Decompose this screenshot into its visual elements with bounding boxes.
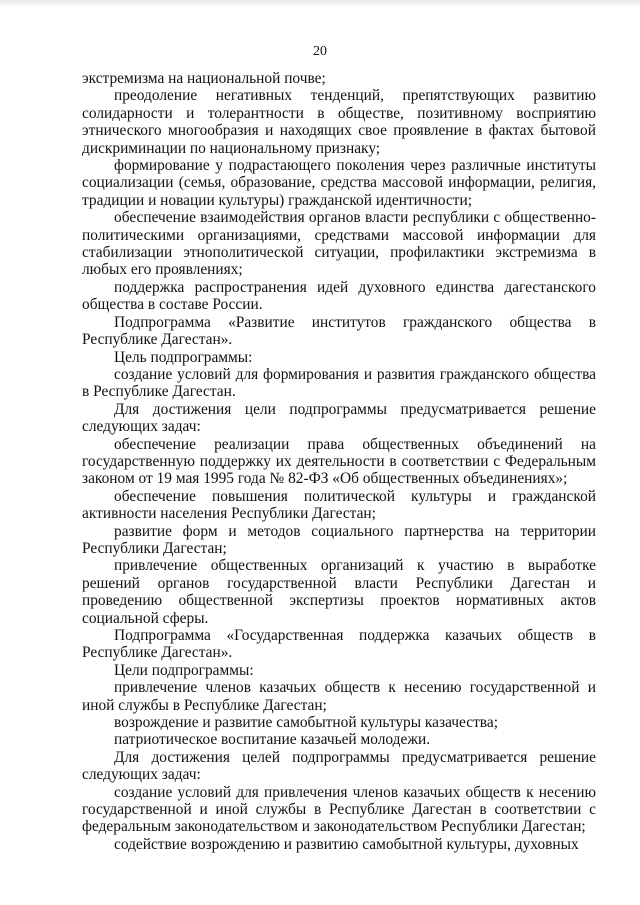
page-number: 20 (313, 44, 327, 59)
paragraph: привлечение общественных организаций к участию в выработке решений органов государственной власти Республики Дагестан и проведению общественной экспертизы проектов нормативных актов социальной сферы. (82, 557, 596, 627)
paragraph: Подпрограмма «Государственная поддержка казачьих обществ в Республике Дагестан». (82, 627, 596, 662)
paragraph: Для достижения целей подпрограммы предусматривается решение следующих задач: (82, 748, 596, 784)
paragraph: Цель подпрограммы: (114, 348, 253, 366)
document-body (82, 70, 596, 853)
paragraph: обеспечение взаимодействия органов власти республики с общественно-политическими организациями, средствами массовой информации для стабилизации этнополитической ситуации, профилактики экстремизма в любых его проявлениях; (82, 209, 596, 279)
paragraph: привлечение членов казачьих обществ к несению государственной и иной службы в Республике Дагестан; (82, 679, 596, 714)
paragraph: Цели подпрограммы: (114, 661, 254, 679)
paragraph: формирование у подрастающего поколения через различные институты социализации (семья, образование, средства массовой информации, религия, традиции и новации культуры) гражданской идентичности; (82, 157, 596, 209)
paragraph: Для достижения цели подпрограммы предусматривается решение следующих задач: (82, 400, 596, 436)
paragraph: развитие форм и методов социального партнерства на территории Республики Дагестан; (82, 522, 596, 557)
paragraph: обеспечение повышения политической культуры и гражданской активности населения Республики Дагестан; (82, 487, 596, 523)
scan-edge (0, 0, 640, 8)
paragraph: содействие возрождению и развитию самобытной культуры, духовных (114, 835, 579, 853)
paragraph: преодоление негативных тенденций, препятствующих развитию солидарности и толерантности в обществе, позитивному восприятию этнического многообразия и находящих свое проявление в фактах бытовой дискриминации по национальному признаку; (82, 87, 596, 157)
paragraph: возрождение и развитие самобытной культуры казачества; (114, 714, 498, 732)
paragraph: создание условий для привлечения членов казачьих обществ к несению государственной и иной службы в Республике Дагестан в соответствии с федеральным законодательством и законодательством Республики Дагестан; (82, 783, 596, 836)
paragraph: Подпрограмма «Развитие институтов гражданского общества в Республике Дагестан». (82, 313, 596, 349)
paragraph: обеспечение реализации права общественных объединений на государственную поддержку их деятельности в соответствии с Федеральным законом от 19 мая 1995 года № 82-ФЗ «Об общественных объединениях»; (82, 435, 596, 488)
paragraph: создание условий для формирования и развития гражданского общества в Республике Дагестан. (82, 365, 596, 401)
paragraph: патриотическое воспитание казачьей молодежи. (114, 731, 431, 749)
paragraph: поддержка распространения идей духовного единства дагестанского общества в составе России. (82, 278, 596, 314)
paragraph: экстремизма на национальной почве; (82, 70, 326, 87)
